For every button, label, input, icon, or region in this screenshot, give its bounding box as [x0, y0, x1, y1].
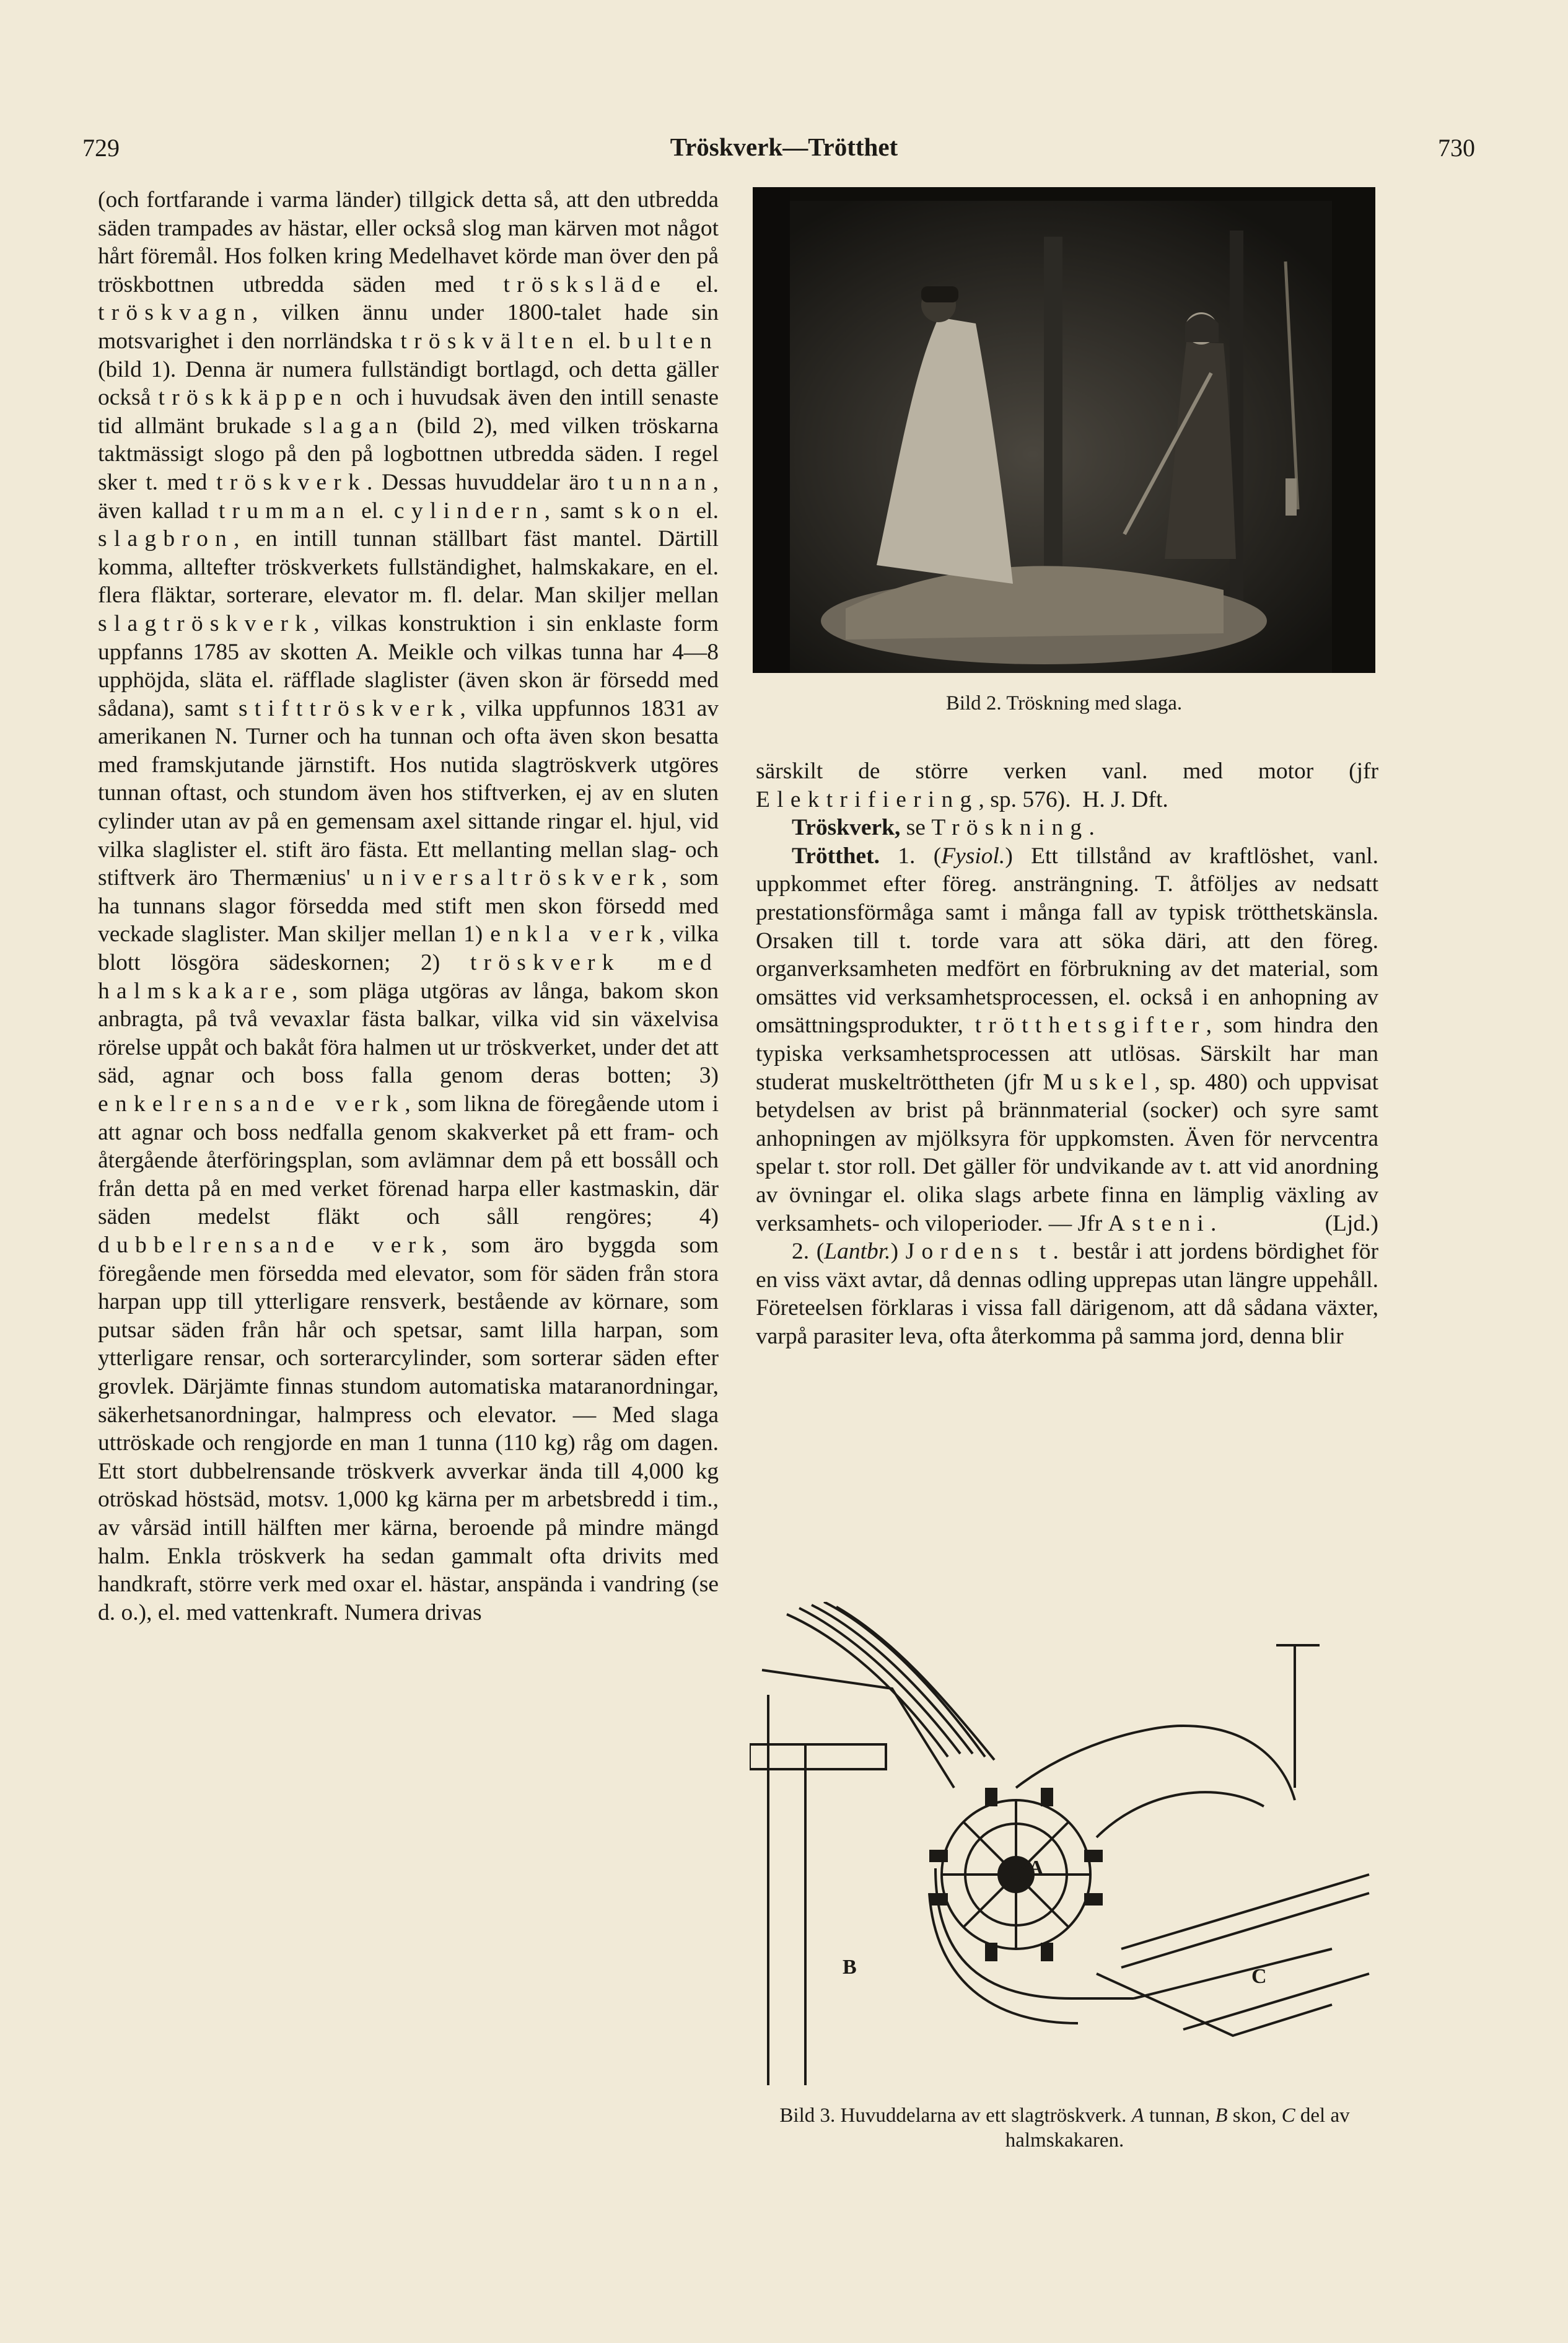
entry-troskverk: Tröskverk, se Tröskning.: [792, 815, 1095, 841]
spaced-term: cylindern: [393, 498, 545, 524]
figure-2-caption: Bild 2. Tröskning med slaga.: [945, 692, 1183, 714]
page-number-right: 730: [1438, 134, 1475, 162]
figure-3-caption: Bild 3. Huvuddelarna av ett slagtröskverk. A tunnan, B skon, C del av halmskakaren.: [779, 2104, 1350, 2152]
label-b-skon: B: [843, 1956, 857, 1979]
author-signature: (Ljd.): [1325, 1210, 1378, 1236]
cross-reference: Asteni: [1108, 1210, 1211, 1236]
threshing-scene-image: [753, 187, 1375, 673]
spaced-term: slagtröskverk: [98, 610, 314, 636]
spaced-term: universaltröskverk: [362, 865, 662, 891]
article-troskning-continued: (och fortfarande i varma länder) tillgick detta så, att den utbredda säden trampades av hästar, eller också slog man kärven mot något hårt föremål. Hos folken kring Medelhavet körde man över den på tröskbottnen utbredda säden med trösksläde el. tröskvagn, vilken ännu under 1800-talet hade sin motsvarighet i den norrländska tröskvälten el. bulten (bild 1). Denna är numera fullständigt bortlagd, och detta gäller också tröskkäppen och i huvudsak även den intill senaste tid allmänt brukade slagan (bild 2), med vilken tröskarna taktmässigt slogo på den på logbottnen utbredda säden. I regel sker t. med tröskverk. Dessas huvuddelar äro tunnan, även kallad trumman el. cylindern, samt skon el. slagbron, en intill tunnan ställbart fäst mantel. Därtill komma, alltefter tröskverkets fullständighet, halmskakare, en el. flera fläktar, sorterare, elevator m. fl. delar. Man skiljer mellan slagtröskverk, vilkas konstruktion i sin enklaste form uppfanns 1785 av skotten A. Meikle och vilkas tunna har 4—8 upphöjda, släta el. räfflade slaglister (även skon är försedd med sådana), samt stifttröskverk, vilka uppfunnos 1831 av amerikanen N. Turner och ha tunnan och ofta även skon besatta med framskjutande järnstift. Hos nutida slagtröskverk utgöres tunnan oftast, och stundom även hos stiftverken, ej av en sluten cylinder utan av på en gemensam axel sittande ringar el. hjul, vid vilka slaglister el. stift äro fästa. Ett mellanting mellan slag- och stiftverk äro Thermænius' universaltröskverk, som ha tunnans slagor försedda med stift men skon försedd med veckade slaglister. Man skiljer mellan 1) enkla verk, vilka blott lösgöra sädeskornen; 2) tröskverk med halmskakare, som pläga utgöras av långa, bakom skon anbragta, på två vevaxlar fästa balkar, vilka vid sin växelvisa rörelse uppåt och bakåt föra halmen ut ur tröskverket, under det att säd, agnar och boss falla genom deras botten; 3) enkelrensande verk, som likna de föregående utom i att agnar och boss nedfalla genom skakverket på ett fram- och återgående återföringsplan, som avlämnar dem på ett bossåll och från detta på en med verket förenad harpa eller kastmaskin, där säden medelst fläkt och såll rengöres; 4) dubbelrensande verk, som äro byggda som föregående men försedda med elevator, som för säden från stora harpan upp till ytterligare rensverk, bestående av körnare, som putsar säden från hår och spetsar, samt lilla harpan, som ytterligare rensar, och sorterarcylinder, som sorterar säden efter grovlek. Därjämte finnas stundom automatiska mataranordningar, säkerhetsanordningar, halmpress och elevator. — Med slaga uttröskade och rengjorde en man 1 tunna (110 kg) råg om dagen. Ett stort dubbelrensande tröskverk avverkar ända till 4,000 kg otröskad höstsäd, motsv. 1,000 kg kärna per m arbetsbredd i tim., av vårsäd intill hälften mer kärna, beroende på mindre mängd halm. Enkla tröskverk ha sedan gammalt ofta drivits med handkraft, större verk med oxar el. hästar, anspända i vandring (se d. o.), el. med vattenkraft. Numera drivas: [98, 187, 719, 1625]
spaced-term: bulten: [618, 328, 719, 354]
spaced-term: tröskvälten: [400, 328, 580, 354]
spaced-term: tröskkäppen: [158, 385, 349, 411]
spaced-term: enkelrensande verk: [98, 1091, 405, 1117]
figure-3-drawing: [750, 1602, 1382, 2095]
label-c-halmskakaren: C: [1251, 1965, 1267, 1988]
running-header-title: Tröskverk—Trötthet: [670, 133, 898, 161]
label-a-tunnan: A: [1028, 1857, 1044, 1879]
subject-field: Fysiol.: [941, 843, 1005, 869]
cross-reference: Muskel: [1043, 1069, 1155, 1095]
spaced-term: dubbelrensande verk: [98, 1232, 442, 1258]
subject-field: Lantbr.: [824, 1239, 891, 1265]
spaced-term: tunnan: [608, 469, 713, 495]
spaced-term: Jordens t.: [905, 1239, 1066, 1265]
left-text-column: [98, 186, 719, 1627]
spaced-term: trötthetsgifter: [975, 1013, 1206, 1039]
figure-2-photo: [753, 187, 1375, 673]
page-number-left: 729: [82, 134, 120, 162]
spaced-term: enkla verk: [490, 921, 659, 947]
threshing-machine-diagram: [750, 1602, 1382, 2095]
spaced-term: slagbron: [98, 526, 234, 552]
headword: Tröskverk,: [792, 815, 901, 841]
entry-trotthet-2: 2. (Lantbr.) Jordens t. består i att jordens bördighet för en viss växt avtar, då dennas odling upprepas utan längre uppehåll. Företeelsen förklaras i vissa fall därigenom, att då sådana växter, varpå parasiter leva, ofta återkomma på samma jord, denna blir: [756, 1239, 1378, 1349]
spaced-term: skon: [614, 498, 686, 524]
spaced-term: slagan: [303, 413, 405, 439]
spaced-term: stifttröskverk: [238, 695, 460, 721]
right-text-column: [756, 757, 1378, 1350]
spaced-term: trösksläde: [503, 271, 668, 297]
entry-trotthet-1: Trötthet. 1. (Fysiol.) Ett tillstånd av kraftlöshet, vanl. uppkommet efter föreg. ansträngning. T. åtföljes av nedsatt prestationsförmåga samt i många fall av typisk trötthetskänsla. Orsaken till t. torde vara att söka däri, att den föreg. organverksamheten medfört en förbrukning av det material, som omsättes vid verksamhetsprocessen, el. också i en anhopning av omsättningsprodukter, trötthetsgifter, som hindra den typiska verksamhetsprocessen att utlösas. Särskilt har man studerat muskeltröttheten (jfr Muskel, sp. 480) och uppvisat betydelsen av brist på brännmaterial (socker) och syre samt anhopningen av mjölksyra för uppkomsten. Även för nervcentra spelar t. stor roll. Det gäller för undvikande av t. att vid anordning av övningar el. olika slags arbete finna en lämplig växling av verksamhets- och viloperioder. — Jfr Asteni. (Ljd.): [756, 842, 1378, 1237]
author-signature: H. J. Dft.: [1082, 786, 1168, 812]
article-troskning-end: särskilt de större verken vanl. med motor (jfr Elektrifiering, sp. 576). H. J. Dft.: [756, 758, 1378, 812]
cross-reference: Tröskning: [931, 815, 1089, 841]
spaced-term: tröskverk: [216, 469, 367, 495]
headword: Trötthet.: [792, 843, 880, 869]
spaced-term: tröskvagn: [98, 300, 253, 326]
spaced-term: tröskverk med halmskakare: [98, 950, 719, 1004]
cross-reference: Elektrifiering: [756, 786, 979, 812]
spaced-term: trumman: [218, 498, 352, 524]
